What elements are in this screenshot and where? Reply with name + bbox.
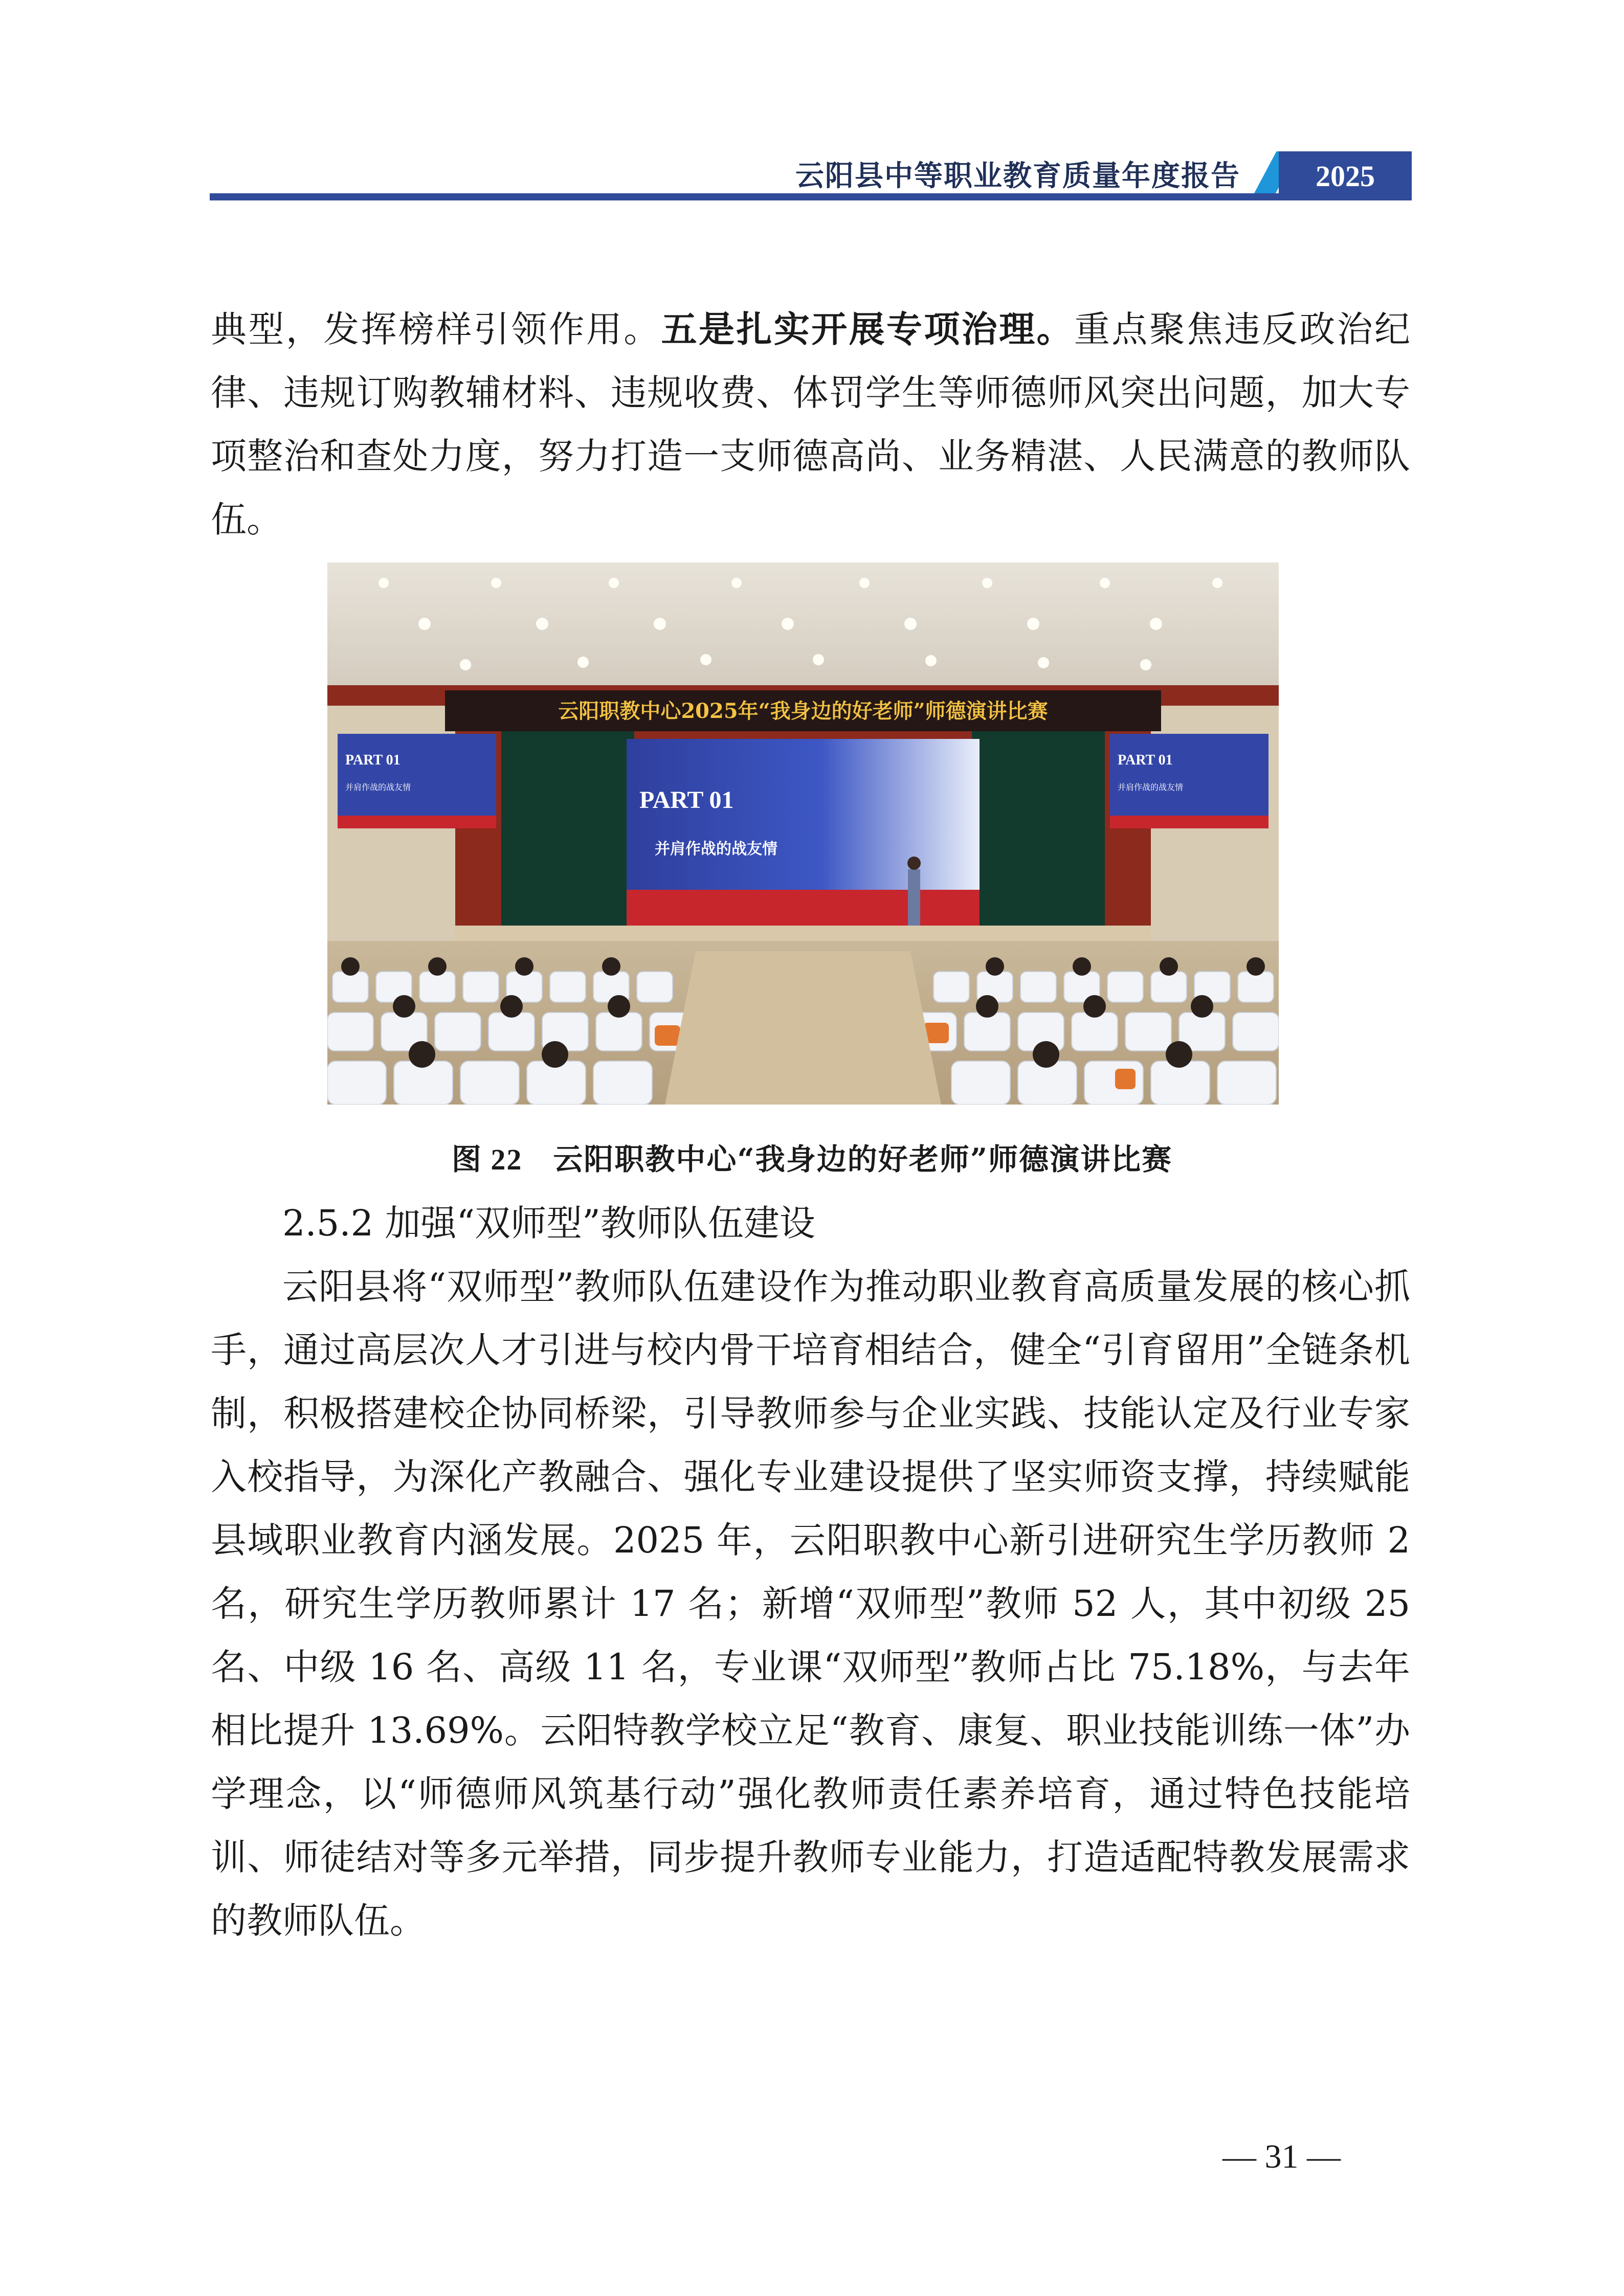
report-header-title: 云阳县中等职业教育质量年度报告 bbox=[795, 159, 1240, 193]
speech-contest-photo bbox=[327, 562, 1279, 1105]
banner-text: 云阳职教中心2025年“我身边的好老师”师德演讲比赛 bbox=[558, 699, 1048, 723]
left-screen-subtitle: 并肩作战的战友情 bbox=[345, 782, 411, 792]
paragraph-rest: 重点聚焦违反政治纪律、违规订购教辅材料、违规收费、体罚学生等师德师风突出问题，加大专项整治和查处力度，努力打造一支师德高尚、业务精湛、人民满意的教师队伍。 bbox=[211, 308, 1411, 541]
main-screen-title: PART 01 bbox=[639, 786, 734, 814]
header-rule bbox=[210, 193, 1412, 200]
figure-caption bbox=[0, 1135, 1624, 1178]
paragraph-bold-point: 五是扎实开展专项治理。 bbox=[661, 308, 1074, 350]
right-side-screen bbox=[1110, 734, 1269, 828]
header-year-badge: 2025 bbox=[1279, 151, 1412, 200]
figure-caption-text: 云阳职教中心“我身边的好老师”师德演讲比赛 bbox=[553, 1142, 1173, 1177]
page-number-text: — 31 — bbox=[1222, 2138, 1341, 2175]
main-screen-subtitle: 并肩作战的战友情 bbox=[655, 840, 777, 858]
auditorium-illustration bbox=[327, 562, 1279, 1105]
left-screen-title: PART 01 bbox=[345, 752, 401, 768]
paragraph-continuation bbox=[211, 298, 1410, 551]
section-body: 云阳县将“双师型”教师队伍建设作为推动职业教育高质量发展的核心抓手，通过高层次人才引进与校内骨干培育相结合，健全“引育留用”全链条机制，积极搭建校企协同桥梁，引导教师参与企业实践、技能认定及行业专家入校指导，为深化产教融合、强化专业建设提供了坚实师资支撑，持续赋能县域职业教育内涵发展。2025 年，云阳职教中心新引进研究生学历教师 2 名，研究生学历教师累计 17 名；新增“双师型”教师 52 人，其中初级 25 名、中级 16 名、高级 11 名，专业课“双师型”教师占比 75.18%，与去年相比提升 13.69%。云阳特教学校立足“教育、康复、职业技能训练一体”办学理念，以“师德师风筑基行动”强化教师责任素养培育，通过特色技能培训、师徒结对等多元举措，同步提升教师专业能力，打造适配特教发展需求的教师队伍。 bbox=[211, 1266, 1410, 1942]
left-side-screen bbox=[338, 734, 496, 828]
paragraph-lead: 典型，发挥榜样引领作用。 bbox=[211, 308, 661, 350]
speaker-figure bbox=[908, 869, 920, 926]
figure-number: 图 22 bbox=[451, 1143, 523, 1176]
section-heading: 2.5.2 加强“双师型”教师队伍建设 bbox=[282, 1202, 815, 1244]
right-screen-subtitle: 并肩作战的战友情 bbox=[1118, 782, 1184, 792]
right-screen-title: PART 01 bbox=[1118, 752, 1173, 768]
